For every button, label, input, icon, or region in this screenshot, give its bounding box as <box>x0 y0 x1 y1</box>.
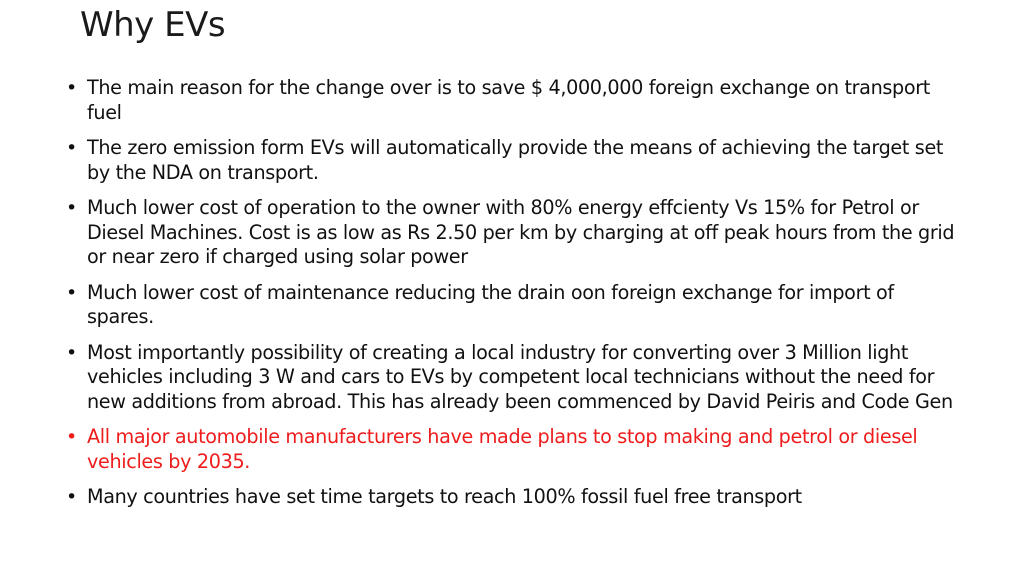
bullet-item <box>66 76 966 125</box>
bullet-dot-icon: • <box>66 341 77 364</box>
bullet-text: All major automobile manufacturers have made plans to stop making and petrol or diesel vehicles by 2035. <box>87 425 918 473</box>
bullet-dot-icon: • <box>66 197 77 219</box>
bullet-list <box>66 76 966 521</box>
bullet-item <box>66 281 966 330</box>
bullet-item <box>66 341 966 415</box>
bullet-item <box>66 196 966 270</box>
bullet-dot-icon: • <box>66 77 77 99</box>
bullet-dot-icon: • <box>66 281 77 304</box>
bullet-text: The main reason for the change over is to save $ 4,000,000 foreign exchange on transport fuel <box>87 76 930 124</box>
bullet-dot-icon: • <box>66 486 77 508</box>
slide-title: Why EVs <box>80 5 226 45</box>
bullet-text: The zero emission form EVs will automatically provide the means of achieving the target set by the NDA on transport. <box>87 136 944 184</box>
bullet-item <box>66 136 966 185</box>
bullet-text: Much lower cost of maintenance reducing the drain oon foreign exchange for import of spares. <box>87 280 894 328</box>
bullet-text: Much lower cost of operation to the owner with 80% energy effcienty Vs 15% for Petrol or Diesel Machines. Cost is as low as Rs 2.50 per km by charging at off peak hours from the grid or near zero if charged using solar power <box>87 196 955 268</box>
bullet-text: Many countries have set time targets to reach 100% fossil fuel free transport <box>87 485 802 508</box>
bullet-dot-icon: • <box>66 137 77 159</box>
bullet-item-highlighted <box>66 425 966 474</box>
bullet-dot-icon: • <box>66 426 77 448</box>
bullet-text: Most importantly possibility of creating a local industry for converting over 3 Million light vehicles including 3 W and cars to EVs by competent local technicians without the need for new additions from abroad. This has already been commenced by David Peiris and Code Gen <box>87 340 953 413</box>
bullet-item <box>66 485 966 510</box>
